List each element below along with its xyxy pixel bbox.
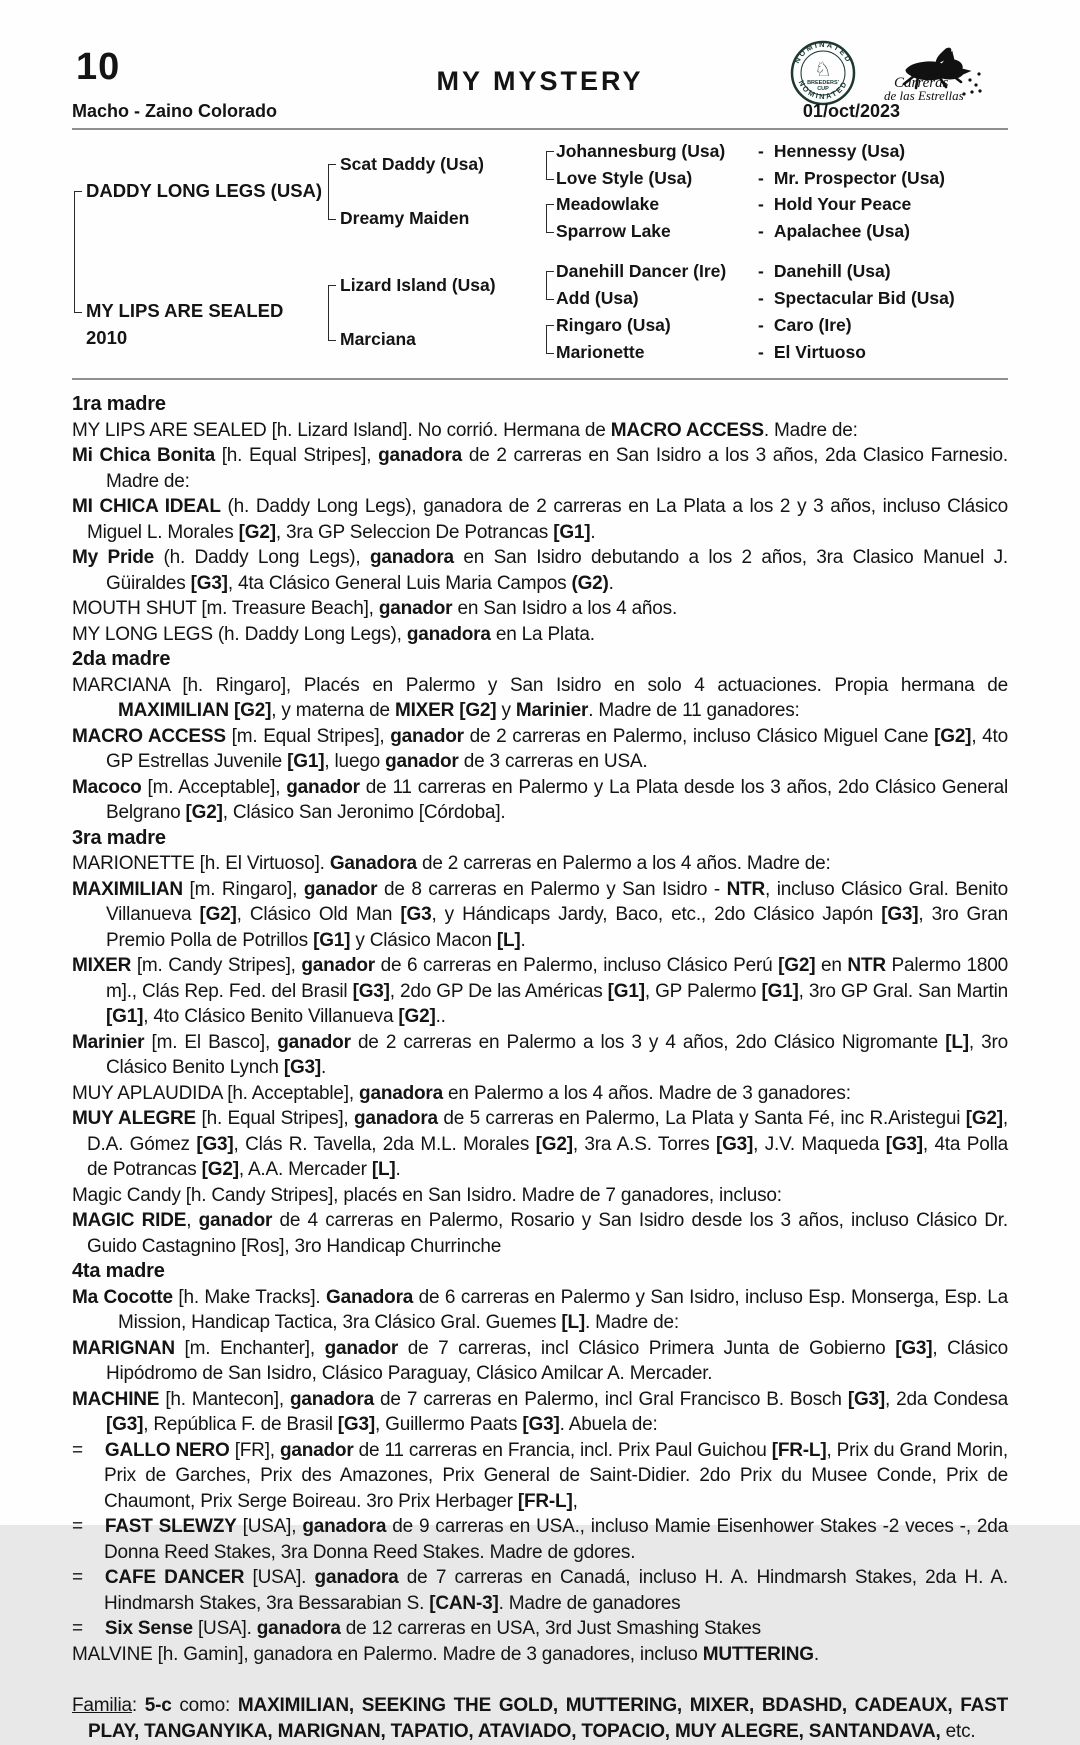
- pedigree-gen3-name: Ringaro (Usa): [556, 315, 671, 335]
- text-run: MAGIC RIDE: [72, 1210, 187, 1231]
- pedigree-gen4-name: [758, 285, 955, 311]
- produce-paragraph: [72, 1030, 1008, 1081]
- pedigree-dash: -: [758, 342, 764, 362]
- produce-paragraph: [72, 1336, 1008, 1387]
- text-run: .: [608, 572, 614, 594]
- pedigree-gen4-name: [758, 312, 852, 338]
- text-run: y Clásico Macon: [350, 929, 497, 951]
- text-run: MAXIMILIAN: [72, 878, 183, 900]
- text-run: MACHINE: [72, 1388, 160, 1410]
- text-run: [G3]: [337, 1414, 375, 1435]
- pedigree-gen4-label: Spectacular Bid (Usa): [773, 288, 955, 308]
- text-run: .: [321, 1057, 327, 1078]
- pedigree-gen3-name: Johannesburg (Usa): [556, 141, 726, 161]
- text-run: , 3ra GP Seleccion De Potrancas: [275, 521, 554, 543]
- pedigree-dam-foaling-year: 2010: [86, 327, 128, 348]
- text-run: [m. Acceptable],: [141, 776, 287, 798]
- section-heading: 4ta madre: [72, 1260, 165, 1282]
- page-header: [72, 0, 1008, 128]
- text-run: [L]: [496, 929, 521, 951]
- text-run: Familia: [72, 1695, 132, 1716]
- produce-paragraph: [72, 1106, 1008, 1183]
- svg-text:NOMINATED: NOMINATED: [792, 40, 854, 65]
- text-run: [m. Enchanter],: [174, 1337, 325, 1359]
- text-run: MIXER: [72, 955, 132, 976]
- text-run: de 6 carreras en Palermo, incluso Clásico Perú: [374, 955, 779, 976]
- pedigree-divider: [72, 378, 1008, 380]
- text-run: .: [395, 1159, 401, 1180]
- text-run: MUY ALEGRE: [72, 1108, 197, 1129]
- produce-paragraph: [72, 545, 1008, 596]
- text-run: [USA].: [244, 1567, 315, 1588]
- text-run: FAST SLEWZY: [104, 1516, 237, 1537]
- text-run: [USA].: [192, 1618, 257, 1639]
- text-run: [G2]: [185, 802, 223, 823]
- produce-paragraph: [72, 1208, 1008, 1259]
- pedigree-gen2-name: Scat Daddy (Usa): [340, 154, 484, 174]
- text-run: [G2]: [965, 1108, 1003, 1129]
- text-run: .: [813, 1643, 819, 1665]
- text-run: Mi Chica Bonita: [72, 445, 215, 466]
- text-run: , GP Palermo: [644, 980, 762, 1002]
- text-run: , 4to GP Estrellas Juvenile: [106, 725, 1008, 772]
- text-run: [G1]: [553, 521, 591, 543]
- text-run: , 2do GP De las Américas: [389, 980, 608, 1002]
- text-run: :: [131, 1695, 145, 1716]
- text-run: de 3 carreras en USA.: [458, 751, 648, 772]
- text-run: , 2da Condesa: [885, 1388, 1008, 1410]
- text-run: Palermo 1800 m]., Clás Rep. Fed. del Brasil: [106, 955, 1008, 1002]
- text-run: (h. Daddy Long Legs),: [154, 547, 370, 568]
- text-run: MI CHICA IDEAL: [72, 496, 221, 517]
- text-run: , 4to Clásico Benito Villanueva: [143, 1006, 399, 1027]
- text-run: ganadora: [359, 1082, 443, 1104]
- logos: [790, 40, 984, 106]
- pedigree-gen3-name: Marionette: [556, 342, 645, 362]
- text-run: ganadora: [314, 1567, 399, 1588]
- text-run: MY LIPS ARE SEALED [h. Lizard Island]. No corrió. Hermana de: [72, 419, 611, 441]
- text-run: de 7 carreras en Palermo, incl Gral Francisco B. Bosch: [373, 1388, 848, 1410]
- pedigree-gen4-name: [758, 191, 911, 217]
- text-run: [FR-L]: [517, 1490, 573, 1512]
- text-run: ganadora: [256, 1618, 341, 1639]
- text-run: [m. El Basco],: [144, 1031, 278, 1053]
- text-run: =: [72, 1516, 83, 1537]
- text-run: en La Plata.: [490, 623, 595, 645]
- text-run: , luego: [324, 751, 386, 772]
- text-run: NTR: [726, 878, 766, 900]
- text-run: , A.A. Mercader: [238, 1159, 372, 1180]
- text-run: [h. Equal Stripes],: [214, 445, 379, 466]
- text-run: , y Hándicaps Jardy, Baco, etc., 2do Clásico Japón: [431, 904, 882, 925]
- text-run: de 4 carreras en Palermo, Rosario y San Isidro desde los 3 años, incluso Clásico Dr. Guido Castagnino [Ros], 3ro Handicap Churrinche: [87, 1210, 1008, 1257]
- text-run: ganador: [303, 878, 378, 900]
- pedigree-bracket: [546, 271, 554, 300]
- text-run: ganador: [385, 751, 459, 772]
- text-run: =: [72, 1567, 83, 1588]
- produce-paragraph: [72, 622, 1008, 648]
- text-run: [G2]: [199, 904, 237, 925]
- text-run: MACRO ACCESS: [72, 725, 226, 747]
- breeders-cup-nominated-badge-icon: [790, 40, 856, 106]
- header-divider: [72, 128, 1008, 130]
- pedigree-gen4-label: Danehill (Usa): [773, 261, 891, 281]
- text-run: . Madre de 11 ganadores:: [588, 700, 800, 721]
- text-run: [G1]: [313, 929, 351, 951]
- produce-paragraph: [72, 724, 1008, 775]
- text-run: [USA],: [236, 1516, 303, 1537]
- text-run: ,: [572, 1490, 578, 1512]
- text-run: [G2]: [535, 1133, 573, 1155]
- text-run: . Madre de:: [763, 419, 858, 441]
- text-run: (G2): [571, 572, 609, 594]
- text-run: de 5 carreras en Palermo, La Plata y Santa Fé, inc R.Aristegui: [437, 1108, 966, 1129]
- text-run: [h. Equal Stripes],: [196, 1108, 354, 1129]
- text-run: de 6 carreras en Palermo y San Isidro, incluso Esp. Monserga, Esp. La Mission, Handicap Tactica, 3ra Clásico Gral. Guemes: [118, 1286, 1008, 1333]
- text-run: ganador: [286, 776, 360, 798]
- carreras-de-las-estrellas-logo: [866, 40, 984, 106]
- text-run: ganadora: [406, 623, 491, 645]
- text-run: de 7 carreras, incl Clásico Primera Junta de Gobierno: [398, 1337, 896, 1359]
- pedigree-gen4-label: Caro (Ire): [773, 315, 852, 335]
- sex-coat-label: Macho - Zaino Colorado: [72, 101, 277, 121]
- text-run: [G2]: [238, 521, 276, 543]
- text-run: ..: [435, 1006, 446, 1027]
- text-run: , 4ta Clásico General Luis Maria Campos: [227, 572, 572, 594]
- text-run: [FR-L]: [771, 1439, 827, 1461]
- pedigree-dash: -: [758, 141, 764, 161]
- text-run: [G1]: [287, 751, 325, 772]
- text-run: , 3ra A.S. Torres: [572, 1133, 716, 1155]
- pedigree-gen3-name: Love Style (Usa): [556, 168, 693, 188]
- svg-text:Carreras: Carreras: [894, 75, 949, 91]
- pedigree-table: [72, 138, 1008, 372]
- text-run: de 2 carreras en Palermo, incluso Clásico Miguel Cane: [463, 725, 935, 747]
- pedigree-dash: -: [758, 221, 764, 241]
- text-run: MUTTERING: [702, 1643, 814, 1665]
- text-run: ganadora: [353, 1108, 438, 1129]
- produce-paragraph: [72, 596, 1008, 622]
- text-run: MIXER [G2]: [394, 700, 497, 721]
- text-run: MARCIANA [h. Ringaro], Placés en Palermo y San Isidro en solo 4 actuaciones. Propia hermana de: [72, 674, 1008, 696]
- pedigree-dash: -: [758, 288, 764, 308]
- text-run: [G3]: [847, 1388, 886, 1410]
- text-run: de 2 carreras en Palermo a los 4 años. Madre de:: [416, 853, 831, 874]
- text-run: [G2]: [398, 1006, 436, 1027]
- text-run: , D.A. Gómez: [87, 1108, 1009, 1155]
- section-heading: 1ra madre: [72, 393, 166, 415]
- text-run: de 8 carreras en Palermo y San Isidro -: [377, 878, 727, 900]
- pedigree-dash: -: [758, 261, 764, 281]
- text-run: MACRO ACCESS: [610, 419, 764, 441]
- produce-paragraph: [72, 443, 1008, 494]
- text-run: [G3]: [881, 904, 919, 925]
- text-run: de 9 carreras en USA., incluso Mamie Eisenhower Stakes -2 veces -, 2da Donna Reed Stakes, 3ra Donna Reed Stakes. Madre de gdores.: [104, 1516, 1008, 1563]
- text-run: [G3]: [190, 572, 228, 594]
- pedigree-sire: DADDY LONG LEGS (USA): [86, 180, 323, 201]
- pedigree-gen4-name: [758, 339, 866, 365]
- svg-text:NOMINATED: NOMINATED: [796, 78, 850, 102]
- text-run: en San Isidro debutando a los 2 años, 3ra Clasico Manuel J. Güiraldes: [106, 547, 1008, 594]
- text-run: de 11 carreras en Francia, incl. Prix Paul Guichou: [353, 1439, 772, 1461]
- pedigree-dam: MY LIPS ARE SEALED: [86, 300, 284, 321]
- produce-paragraph: [72, 1285, 1008, 1336]
- text-run: ganador: [301, 955, 375, 976]
- trailing-stars: [962, 72, 981, 95]
- text-run: en San Isidro a los 4 años.: [452, 598, 678, 619]
- pedigree-gen4-label: Mr. Prospector (Usa): [773, 168, 945, 188]
- text-run: , Guillermo Paats: [375, 1414, 523, 1435]
- text-run: MAXIMILIAN [G2]: [118, 700, 272, 721]
- pedigree-gen4-label: Hold Your Peace: [773, 194, 912, 214]
- produce-paragraph: [72, 851, 1008, 877]
- text-run: de 11 carreras en Palermo y La Plata desde los 3 años, 2do Clásico General Belgrano: [106, 776, 1009, 823]
- pedigree-gen2-name: Dreamy Maiden: [340, 208, 470, 228]
- produce-paragraph: [72, 1616, 1008, 1642]
- produce-paragraph: [72, 494, 1008, 545]
- produce-paragraph: [72, 1642, 1008, 1668]
- text-run: MARIGNAN: [72, 1337, 175, 1359]
- produce-paragraph: [72, 1438, 1008, 1515]
- text-run: [G2]: [778, 955, 816, 976]
- text-run: [L]: [561, 1312, 585, 1333]
- pedigree-bracket: [546, 204, 554, 233]
- text-run: [G3]: [196, 1133, 234, 1155]
- text-run: de 7 carreras en Canadá, incluso H. A. Hindmarsh Stakes, 2da H. A. Hindmarsh Stakes, 3ra Bessarabian S.: [104, 1567, 1008, 1614]
- text-run: Ganadora: [326, 1286, 414, 1308]
- text-run: , incluso Clásico Gral. Benito Villanueva: [106, 878, 1008, 925]
- text-run: MUY APLAUDIDA [h. Acceptable],: [72, 1082, 360, 1104]
- horse-name-title: MY MYSTERY: [436, 66, 644, 96]
- text-run: ganadora: [378, 445, 463, 466]
- text-run: [G3]: [895, 1337, 933, 1359]
- pedigree-gen2-name: Marciana: [340, 329, 416, 349]
- produce-paragraph: [72, 1183, 1008, 1209]
- text-run: [G3]: [352, 980, 390, 1002]
- text-run: [m. Candy Stripes],: [131, 955, 302, 976]
- pedigree-gen3-name: Danehill Dancer (Ire): [556, 261, 727, 281]
- text-run: en: [815, 955, 848, 976]
- text-run: .: [520, 929, 526, 951]
- text-run: , 4ta Polla de Potrancas: [87, 1133, 1008, 1180]
- text-run: NTR: [847, 955, 886, 976]
- pedigree-bracket: [546, 325, 554, 354]
- text-run: [G2]: [934, 725, 972, 747]
- text-run: [G1]: [106, 1006, 144, 1027]
- produce-paragraph: [72, 418, 1008, 444]
- text-run: [G3]: [522, 1414, 560, 1435]
- pedigree-gen2-name: Lizard Island (Usa): [340, 275, 496, 295]
- text-run: =: [72, 1618, 83, 1639]
- pedigree-gen3-name: Sparrow Lake: [556, 221, 671, 241]
- text-run: Macoco: [72, 776, 142, 798]
- pedigree-gen3-name: Add (Usa): [556, 288, 639, 308]
- text-run: Ganadora: [329, 853, 417, 874]
- text-run: [FR],: [229, 1439, 280, 1461]
- text-run: [G3: [400, 904, 432, 925]
- text-run: [G3]: [885, 1133, 923, 1155]
- text-run: Marinier: [72, 1031, 145, 1053]
- text-run: , 3ro Clásico Benito Lynch: [106, 1031, 1008, 1078]
- pedigree-bracket: [328, 285, 336, 341]
- text-run: [G1]: [761, 980, 799, 1002]
- text-run: MAXIMILIAN, SEEKING THE GOLD, MUTTERING, MIXER, BDASHD, CADEAUX, FAST PLAY, TANGANYIKA, MARIGNAN, TAPATIO, ATAVIADO, TOPACIO, MUY ALEGRE, SANTANDAVA,: [88, 1695, 1008, 1742]
- text-run: ganador: [277, 1031, 351, 1053]
- text-run: [m. Equal Stripes],: [225, 725, 391, 747]
- text-run: 5-c: [144, 1695, 172, 1716]
- text-run: [L]: [945, 1031, 969, 1053]
- pedigree-gen3-name: Meadowlake: [556, 194, 660, 214]
- text-run: MY LONG LEGS (h. Daddy Long Legs),: [72, 623, 407, 645]
- text-run: ganadora: [302, 1516, 387, 1537]
- text-run: de 2 carreras en Palermo a los 3 y 4 años, 2do Clásico Nigromante: [350, 1031, 946, 1053]
- pedigree-gen4-name: [758, 218, 910, 244]
- text-run: MALVINE [h. Gamin], ganadora en Palermo. Madre de 3 ganadores, incluso: [72, 1643, 703, 1665]
- text-run: en Palermo a los 4 años. Madre de 3 ganadores:: [442, 1082, 851, 1104]
- pedigree-dash: -: [758, 168, 764, 188]
- familia-note: [72, 1693, 1008, 1745]
- svg-text:de las Estrellas: de las Estrellas: [884, 88, 964, 103]
- text-run: , Clásico San Jeronimo [Córdoba].: [222, 802, 506, 823]
- produce-paragraph: [72, 1514, 1008, 1565]
- text-run: ganador: [324, 1337, 399, 1359]
- text-run: [CAN-3]: [429, 1592, 499, 1614]
- pedigree-gen4-label: Apalachee (Usa): [773, 221, 910, 241]
- pedigree-gen4-label: El Virtuoso: [773, 342, 866, 362]
- text-run: , 3ro GP Gral. San Martin: [798, 980, 1008, 1002]
- text-run: GALLO NERO: [104, 1439, 230, 1461]
- text-run: , 3ro Gran Premio Polla de Potrillos: [106, 904, 1008, 951]
- text-run: [h. Make Tracks].: [172, 1286, 327, 1308]
- pedigree-bracket: [546, 151, 554, 180]
- produce-paragraph: [72, 775, 1008, 826]
- text-run: Magic Candy [h. Candy Stripes], placés en San Isidro. Madre de 7 ganadores, incluso:: [72, 1184, 782, 1206]
- text-run: , y materna de: [271, 700, 395, 721]
- produce-sections: [72, 392, 1008, 1667]
- pedigree-gen4-name: [758, 258, 891, 284]
- svg-text:CUP: CUP: [817, 86, 829, 92]
- section-heading: 2da madre: [72, 648, 171, 670]
- text-run: ganador: [378, 598, 453, 619]
- produce-paragraph: [72, 1565, 1008, 1616]
- produce-paragraph: [72, 877, 1008, 954]
- text-run: , República F. de Brasil: [143, 1414, 338, 1435]
- pedigree-bracket: [74, 191, 82, 313]
- text-run: [G3]: [715, 1133, 754, 1155]
- text-run: ganadora: [369, 547, 454, 568]
- produce-paragraph: [72, 1081, 1008, 1107]
- catalog-date: 01/oct/2023: [802, 101, 900, 121]
- text-run: [G1]: [607, 980, 645, 1002]
- section-heading: 3ra madre: [72, 826, 166, 849]
- text-run: . Abuela de:: [559, 1414, 658, 1435]
- pedigree-dash: -: [758, 194, 764, 214]
- text-run: , Prix du Grand Morin, Prix de Garches, Prix des Amazones, Prix General de Saint-Didier. 2do Prix du Musee Conde, Prix de Chaumont, Prix Serge Boireau. 3ro Prix Herbager: [104, 1439, 1008, 1512]
- text-run: [L]: [371, 1159, 396, 1180]
- svg-text:BREEDERS': BREEDERS': [807, 80, 839, 86]
- text-run: ,: [186, 1210, 199, 1231]
- text-run: [m. Ringaro],: [182, 878, 304, 900]
- text-run: , Clásico Hipódromo de San Isidro, Clásico Paraguay, Clásico Amilcar A. Mercader.: [106, 1337, 1008, 1384]
- pedigree-bracket: [328, 164, 336, 220]
- produce-paragraph: [72, 673, 1008, 724]
- text-run: .: [590, 521, 596, 543]
- text-run: etc.: [940, 1721, 976, 1742]
- page-number: 10: [76, 46, 121, 88]
- text-run: [G3]: [106, 1414, 144, 1435]
- text-run: MARIONETTE [h. El Virtuoso].: [72, 853, 330, 874]
- text-run: . Madre de:: [585, 1312, 679, 1333]
- text-run: CAFE DANCER: [104, 1567, 245, 1588]
- text-run: ganador: [198, 1210, 273, 1231]
- text-run: (h. Daddy Long Legs), ganadora de 2 carreras en La Plata a los 2 y 3 años, incluso Clásico Miguel L. Morales: [87, 496, 1008, 543]
- text-run: ganador: [279, 1439, 354, 1461]
- text-run: Ma Cocotte: [72, 1286, 173, 1308]
- text-run: MOUTH SHUT [m. Treasure Beach],: [72, 598, 379, 619]
- text-run: , Clás R. Tavella, 2da M.L. Morales: [233, 1133, 536, 1155]
- horse-head-icon: ♘: [814, 59, 832, 81]
- text-run: ganadora: [290, 1388, 374, 1410]
- pedigree-dash: -: [758, 315, 764, 335]
- text-run: [h. Mantecon],: [159, 1388, 291, 1410]
- pedigree-gen4-name: [758, 138, 905, 164]
- text-run: de 12 carreras en USA, 3rd Just Smashing Stakes: [340, 1618, 761, 1639]
- text-run: de 2 carreras en San Isidro a los 3 años, 2da Clasico Farnesio. Madre de:: [106, 445, 1008, 492]
- text-run: Marinier: [515, 700, 589, 721]
- text-run: y: [496, 700, 516, 721]
- text-run: . Madre de ganadores: [498, 1592, 681, 1614]
- text-run: , J.V. Maqueda: [753, 1133, 886, 1155]
- text-run: =: [72, 1439, 83, 1461]
- text-run: , Clásico Old Man: [236, 904, 401, 925]
- produce-paragraph: [72, 953, 1008, 1030]
- produce-paragraph: [72, 1387, 1008, 1438]
- text-run: ganador: [390, 725, 464, 747]
- text-run: [G3]: [283, 1057, 322, 1078]
- text-run: Six Sense: [104, 1618, 193, 1639]
- text-run: My Pride: [72, 547, 154, 568]
- pedigree-gen4-name: [758, 165, 945, 191]
- text-run: [G2]: [201, 1159, 239, 1180]
- text-run: como:: [171, 1695, 238, 1716]
- pedigree-gen4-label: Hennessy (Usa): [773, 141, 906, 161]
